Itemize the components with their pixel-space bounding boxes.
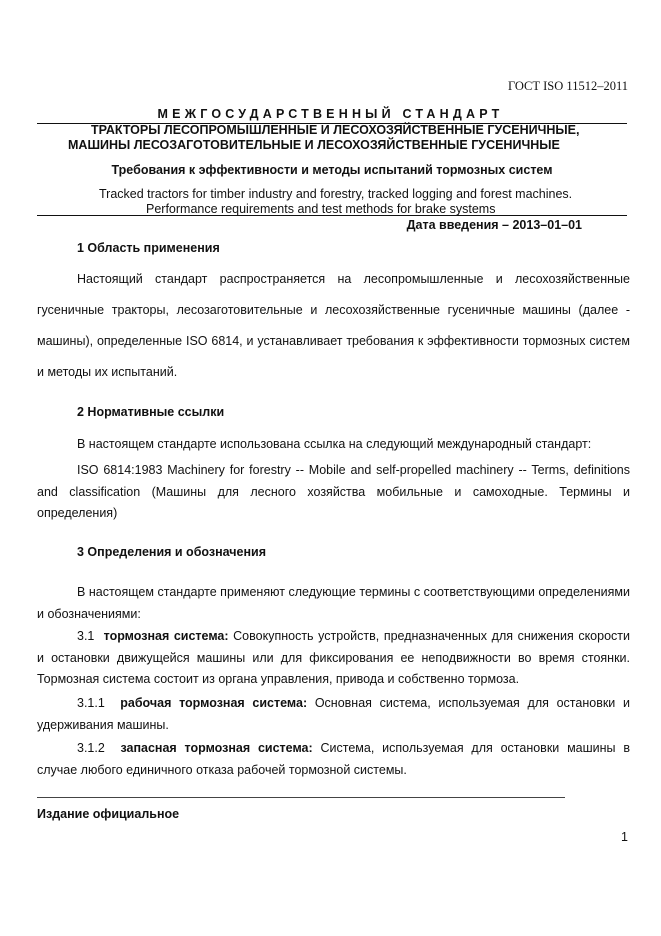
standard-type-heading: МЕЖГОСУДАРСТВЕННЫЙ СТАНДАРТ <box>157 107 504 121</box>
title-bottom-rule <box>37 215 627 216</box>
section-3-paragraph-1: В настоящем стандарте применяют следующие термины с соответствующими определениями и обозначениями: <box>37 585 630 621</box>
subtitle-russian: Требования к эффективности и методы испытаний тормозных систем <box>111 163 553 177</box>
title-english-line-1: Tracked tractors for timber industry and forestry, tracked logging and forest machines. <box>99 187 573 201</box>
edition-label: Издание официальное <box>37 807 180 821</box>
section-2-heading: 2 Нормативные ссылки <box>77 405 225 419</box>
document-code: ГОСТ ISO 11512–2011 <box>507 79 628 93</box>
definition-3-1-number: 3.1 <box>77 629 95 643</box>
definition-3-1-1-term: рабочая тормозная система: <box>120 696 308 710</box>
section-2-paragraph-1: В настоящем стандарте использована ссылка на следующий международный стандарт: <box>77 437 592 451</box>
definition-3-1-1-number: 3.1.1 <box>77 696 105 710</box>
definition-3-1-term: тормозная система: <box>103 629 229 643</box>
page-number: 1 <box>621 830 628 844</box>
title-russian <box>37 123 627 153</box>
section-2-paragraph-2: ISO 6814:1983 Machinery for forestry -- Mobile and self-propelled machinery -- Terms, definitions and classification (Машины для лесного хозяйства мобильные и самоходные. Термины и определения) <box>37 463 630 520</box>
definition-3-1 <box>37 626 630 691</box>
title-english-line-2: Performance requirements and test methods for brake systems <box>146 202 496 216</box>
introduction-date: Дата введения – 2013–01–01 <box>406 218 582 232</box>
footer-divider <box>37 797 565 798</box>
title-russian-line-2: МАШИНЫ ЛЕСОЗАГОТОВИТЕЛЬНЫЕ И ЛЕСОХОЗЯЙСТВЕННЫЕ ГУСЕНИЧНЫЕ <box>68 138 560 152</box>
section-3-heading: 3 Определения и обозначения <box>77 545 267 559</box>
section-1-text: Настоящий стандарт распространяется на лесопромышленные и лесохозяйственные гусеничные тракторы, лесозаготовительные и лесохозяйственные гусеничные машины (далее - машины), определенные ISO 6814, и устанавливает требования к эффективности тормозных систем и методы их испытаний. <box>37 272 630 379</box>
section-1-heading: 1 Область применения <box>77 241 220 255</box>
definition-3-1-1-text: Основная система, используемая для остановки и удерживания машины. <box>37 696 630 732</box>
title-russian-line-1: ТРАКТОРЫ ЛЕСОПРОМЫШЛЕННЫЕ И ЛЕСОХОЗЯЙСТВЕННЫЕ ГУСЕНИЧНЫЕ, <box>91 123 580 137</box>
definition-3-1-2-term: запасная тормозная система: <box>120 741 313 755</box>
definition-3-1-2-number: 3.1.2 <box>77 741 105 755</box>
definition-3-1-2-text: Система, используемая для остановки машины в случае любого единичного отказа рабочей тормозной системы. <box>37 741 630 777</box>
title-english <box>37 187 627 217</box>
definition-3-1-1 <box>37 693 630 736</box>
definition-3-1-2 <box>37 738 630 781</box>
definition-3-1-text: Совокупность устройств, предназначенных для снижения скорости и остановки движущейся машины или для фиксирования ее неподвижности во время стоянки. Тормозная система состоит из органа управления, привода и собственно тормоза. <box>37 629 630 686</box>
